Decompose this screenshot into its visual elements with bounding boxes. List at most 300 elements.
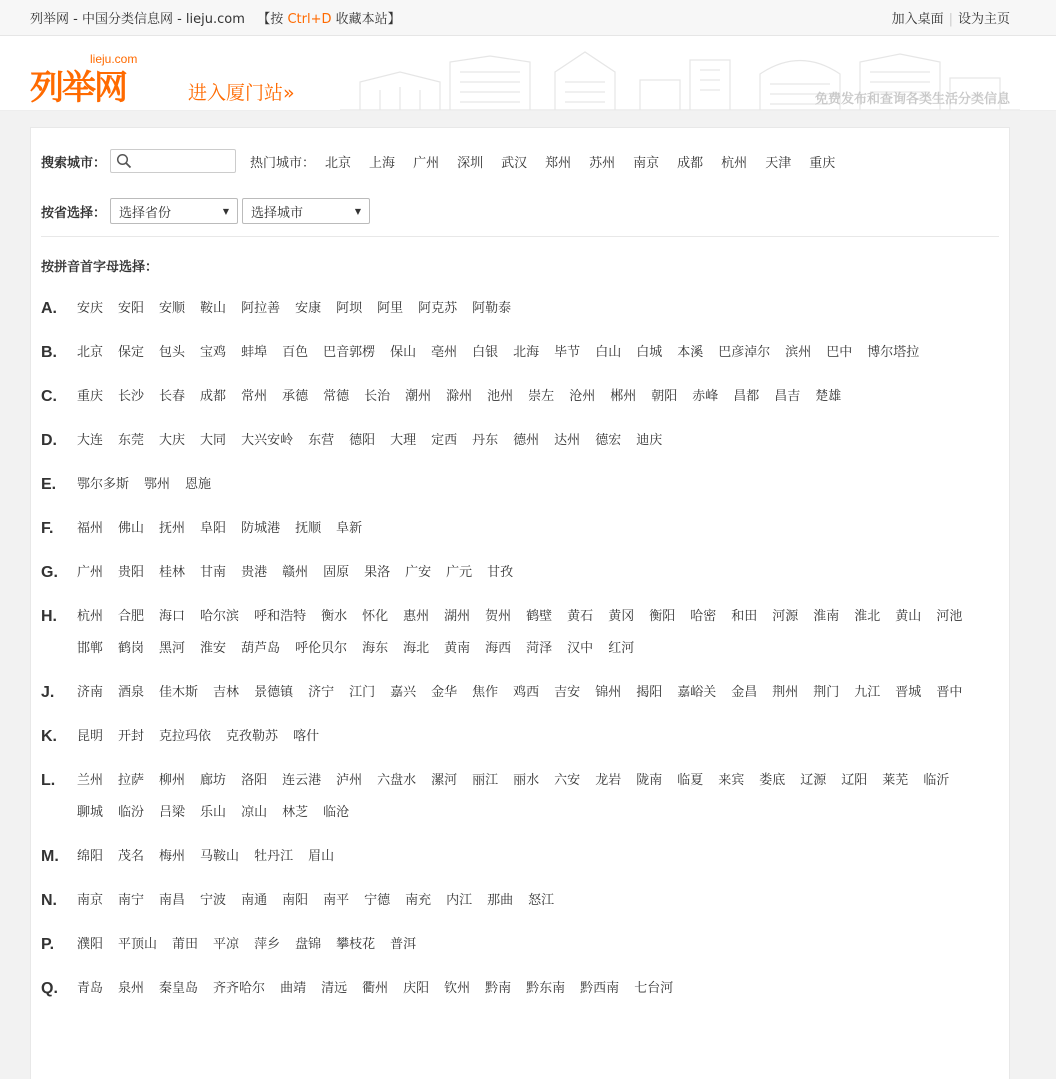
city-link[interactable]: 鄂尔多斯 — [77, 477, 130, 492]
city-link[interactable]: 克拉玛依 — [159, 729, 212, 744]
city-link[interactable]: 博尔塔拉 — [867, 345, 920, 360]
city-link[interactable]: 重庆 — [77, 389, 104, 404]
letter-label: L. — [41, 772, 56, 789]
city-link[interactable]: 宝鸡 — [200, 345, 227, 360]
city-link[interactable]: 广安 — [405, 565, 432, 580]
city-link[interactable]: 焦作 — [472, 685, 499, 700]
city-link[interactable]: 七台河 — [634, 981, 674, 996]
city-link[interactable]: 沧州 — [569, 389, 596, 404]
letter-row — [41, 469, 1001, 501]
city-link[interactable]: 吕梁 — [159, 805, 186, 820]
city-link[interactable]: 钦州 — [444, 981, 471, 996]
city-link[interactable]: 黄山 — [895, 609, 922, 624]
city-link[interactable]: 达州 — [554, 433, 581, 448]
hot-city-link[interactable]: 天津 — [765, 155, 792, 171]
province-row — [41, 198, 370, 224]
city-link[interactable]: 巴彦淖尔 — [718, 345, 771, 360]
letter-index — [41, 293, 1001, 1017]
city-link[interactable]: 呼和浩特 — [254, 609, 307, 624]
city-link[interactable]: 菏泽 — [526, 641, 553, 656]
search-box[interactable] — [110, 149, 236, 173]
city-link[interactable]: 那曲 — [487, 893, 514, 908]
site-text: 列举网 - 中国分类信息网 - lieju.com — [30, 12, 245, 27]
city-link[interactable]: 萍乡 — [254, 937, 281, 952]
letter-label: C. — [41, 388, 57, 405]
letter-row — [41, 513, 1001, 545]
city-link[interactable]: 亳州 — [431, 345, 458, 360]
letter-row — [41, 721, 1001, 753]
letter-label: K. — [41, 728, 57, 745]
hot-city-link[interactable]: 广州 — [413, 155, 440, 171]
city-select[interactable] — [242, 198, 370, 224]
search-input[interactable] — [135, 152, 235, 172]
hot-city-link[interactable]: 杭州 — [721, 155, 748, 171]
letter-row — [41, 841, 1001, 873]
city-link[interactable]: 衢州 — [362, 981, 389, 996]
city-link[interactable]: 呼伦贝尔 — [295, 641, 348, 656]
city-list — [77, 677, 1001, 709]
city-link[interactable]: 海西 — [485, 641, 512, 656]
city-link[interactable]: 连云港 — [282, 773, 322, 788]
city-link[interactable]: 揭阳 — [636, 685, 663, 700]
city-link[interactable]: 东营 — [308, 433, 335, 448]
city-link[interactable]: 南阳 — [282, 893, 309, 908]
city-link[interactable]: 黄南 — [444, 641, 471, 656]
city-link[interactable]: 大同 — [200, 433, 227, 448]
chevron-down-icon: ▼ — [222, 206, 230, 216]
city-list — [77, 841, 1001, 873]
city-link[interactable]: 洛阳 — [241, 773, 268, 788]
city-link[interactable]: 毕节 — [554, 345, 581, 360]
city-link[interactable]: 大庆 — [159, 433, 186, 448]
letter-row — [41, 885, 1001, 917]
hot-cities-label: 热门城市： — [250, 155, 316, 171]
city-link[interactable]: 兰州 — [77, 773, 104, 788]
city-link[interactable]: 柳州 — [159, 773, 186, 788]
city-link[interactable]: 安阳 — [118, 301, 145, 316]
city-link[interactable]: 牡丹江 — [254, 849, 294, 864]
city-link[interactable]: 哈尔滨 — [200, 609, 240, 624]
letter-label: E. — [41, 476, 57, 493]
hot-city-link[interactable]: 成都 — [677, 155, 704, 171]
city-link[interactable]: 鸡西 — [513, 685, 540, 700]
city-link[interactable]: 淮南 — [813, 609, 840, 624]
city-link[interactable]: 阿坝 — [336, 301, 363, 316]
city-link[interactable]: 安庆 — [77, 301, 104, 316]
city-link[interactable]: 郴州 — [610, 389, 637, 404]
city-link[interactable]: 抚州 — [159, 521, 186, 536]
letter-label: H. — [41, 608, 57, 625]
city-list — [77, 293, 1001, 325]
top-bar-right: 加入桌面 | 设为主页 — [891, 12, 1010, 27]
pinyin-title: 按拼音首字母选择： — [41, 260, 159, 275]
city-link[interactable]: 清远 — [321, 981, 348, 996]
city-link[interactable]: 蚌埠 — [241, 345, 268, 360]
city-link[interactable]: 崇左 — [528, 389, 555, 404]
city-link[interactable]: 巴中 — [826, 345, 853, 360]
city-link[interactable]: 怀化 — [362, 609, 389, 624]
hot-city-link[interactable]: 北京 — [325, 155, 352, 171]
city-link[interactable]: 丹东 — [472, 433, 499, 448]
city-link[interactable]: 哈密 — [690, 609, 717, 624]
city-link[interactable]: 河池 — [936, 609, 963, 624]
city-link[interactable]: 临沂 — [923, 773, 950, 788]
city-link[interactable]: 楚雄 — [815, 389, 842, 404]
city-link[interactable]: 莱芜 — [882, 773, 909, 788]
city-link[interactable]: 齐齐哈尔 — [213, 981, 266, 996]
city-link[interactable]: 淮北 — [854, 609, 881, 624]
city-link[interactable]: 普洱 — [390, 937, 417, 952]
letter-row — [41, 337, 1001, 369]
search-label: 搜索城市： — [41, 155, 107, 171]
set-home-link[interactable]: 设为主页 — [957, 12, 1010, 27]
letter-row — [41, 973, 1001, 1005]
city-link[interactable]: 白山 — [595, 345, 622, 360]
city-link[interactable]: 白城 — [636, 345, 663, 360]
hot-city-link[interactable]: 上海 — [369, 155, 396, 171]
city-link[interactable]: 甘孜 — [487, 565, 514, 580]
city-link[interactable]: 黔南 — [485, 981, 512, 996]
hot-city-link[interactable]: 重庆 — [809, 155, 836, 171]
city-link[interactable]: 百色 — [282, 345, 309, 360]
city-link[interactable]: 昌都 — [733, 389, 760, 404]
city-link[interactable]: 佛山 — [118, 521, 145, 536]
city-link[interactable]: 济南 — [77, 685, 104, 700]
city-select-value: 选择城市 — [251, 205, 304, 221]
city-link[interactable]: 金华 — [431, 685, 458, 700]
city-link[interactable]: 青岛 — [77, 981, 104, 996]
city-link[interactable]: 佳木斯 — [159, 685, 199, 700]
city-link[interactable]: 白银 — [472, 345, 499, 360]
city-link[interactable]: 恩施 — [185, 477, 212, 492]
city-link[interactable]: 阜新 — [336, 521, 363, 536]
city-link[interactable]: 锦州 — [595, 685, 622, 700]
city-link[interactable]: 金昌 — [731, 685, 758, 700]
city-link[interactable]: 保定 — [118, 345, 145, 360]
letter-row — [41, 293, 1001, 325]
city-link[interactable]: 红河 — [608, 641, 635, 656]
city-link[interactable]: 巴音郭楞 — [323, 345, 376, 360]
city-link[interactable]: 惠州 — [403, 609, 430, 624]
hot-city-link[interactable]: 郑州 — [545, 155, 572, 171]
city-link[interactable]: 合肥 — [118, 609, 145, 624]
city-link[interactable]: 南通 — [241, 893, 268, 908]
city-link[interactable]: 林芝 — [282, 805, 309, 820]
city-link[interactable]: 海东 — [362, 641, 389, 656]
city-link[interactable]: 衡阳 — [649, 609, 676, 624]
city-link[interactable]: 济宁 — [308, 685, 335, 700]
city-link[interactable]: 池州 — [487, 389, 514, 404]
city-link[interactable]: 眉山 — [308, 849, 335, 864]
city-link[interactable]: 娄底 — [759, 773, 786, 788]
city-link[interactable]: 贵阳 — [118, 565, 145, 580]
letter-row — [41, 677, 1001, 709]
city-link[interactable]: 吉安 — [554, 685, 581, 700]
city-link[interactable]: 桂林 — [159, 565, 186, 580]
bookmark-hint: 【按 Ctrl+D 收藏本站】 — [257, 12, 401, 27]
letter-row — [41, 557, 1001, 589]
city-link[interactable]: 福州 — [77, 521, 104, 536]
letter-label: J. — [41, 684, 55, 701]
city-link[interactable]: 大连 — [77, 433, 104, 448]
city-link[interactable]: 大理 — [390, 433, 417, 448]
hot-city-link[interactable]: 南京 — [633, 155, 660, 171]
city-link[interactable]: 盘锦 — [295, 937, 322, 952]
letter-row — [41, 601, 1001, 665]
city-link[interactable]: 景德镇 — [254, 685, 294, 700]
city-link[interactable]: 本溪 — [677, 345, 704, 360]
city-link[interactable]: 梅州 — [159, 849, 186, 864]
city-link[interactable]: 昌吉 — [774, 389, 801, 404]
city-link[interactable]: 海口 — [159, 609, 186, 624]
city-link[interactable]: 包头 — [159, 345, 186, 360]
city-link[interactable]: 朝阳 — [651, 389, 678, 404]
city-link[interactable]: 拉萨 — [118, 773, 145, 788]
city-list — [77, 381, 1001, 413]
city-list — [77, 929, 1001, 961]
add-desktop-link[interactable]: 加入桌面 — [891, 12, 944, 27]
city-link[interactable]: 长治 — [364, 389, 391, 404]
city-link[interactable]: 凉山 — [241, 805, 268, 820]
city-link[interactable]: 广元 — [446, 565, 473, 580]
city-link[interactable]: 汉中 — [567, 641, 594, 656]
city-link[interactable]: 长沙 — [118, 389, 145, 404]
city-link[interactable]: 九江 — [854, 685, 881, 700]
city-link[interactable]: 丽江 — [472, 773, 499, 788]
city-link[interactable]: 德宏 — [595, 433, 622, 448]
city-link[interactable]: 攀枝花 — [336, 937, 376, 952]
city-link[interactable]: 赣州 — [282, 565, 309, 580]
province-select-value: 选择省份 — [119, 205, 172, 221]
city-link[interactable]: 安康 — [295, 301, 322, 316]
letter-label: F. — [41, 520, 54, 537]
header — [0, 36, 1056, 111]
province-select[interactable] — [110, 198, 238, 224]
hot-city-link[interactable]: 深圳 — [457, 155, 484, 171]
letter-label: N. — [41, 892, 57, 909]
letter-row — [41, 765, 1001, 829]
city-list — [77, 601, 1001, 665]
city-link[interactable]: 荆门 — [813, 685, 840, 700]
hot-city-link[interactable]: 武汉 — [501, 155, 528, 171]
city-link[interactable]: 马鞍山 — [200, 849, 240, 864]
letter-label: D. — [41, 432, 57, 449]
city-link[interactable]: 荆州 — [772, 685, 799, 700]
city-link[interactable]: 临夏 — [677, 773, 704, 788]
city-link[interactable]: 河源 — [772, 609, 799, 624]
city-link[interactable]: 长春 — [159, 389, 186, 404]
city-link[interactable]: 平凉 — [213, 937, 240, 952]
city-link[interactable]: 鹤壁 — [526, 609, 553, 624]
city-link[interactable]: 黑河 — [159, 641, 186, 656]
letter-row — [41, 425, 1001, 457]
city-link[interactable]: 平顶山 — [118, 937, 158, 952]
city-link[interactable]: 嘉峪关 — [677, 685, 717, 700]
enter-station-link[interactable]: 进入厦门站» — [188, 82, 295, 104]
city-list — [77, 973, 1001, 1005]
letter-label: Q. — [41, 980, 58, 997]
city-link[interactable]: 晋中 — [936, 685, 963, 700]
search-icon — [116, 153, 132, 169]
city-link[interactable]: 黔西南 — [580, 981, 620, 996]
city-list — [77, 337, 1001, 369]
city-link[interactable]: 黔东南 — [526, 981, 566, 996]
city-link[interactable]: 衡水 — [321, 609, 348, 624]
letter-label: G. — [41, 564, 58, 581]
city-link[interactable]: 杭州 — [77, 609, 104, 624]
city-selector-panel — [30, 127, 1010, 1079]
city-link[interactable]: 辽源 — [800, 773, 827, 788]
city-link[interactable]: 六安 — [554, 773, 581, 788]
city-link[interactable]: 德阳 — [349, 433, 376, 448]
city-link[interactable]: 阿克苏 — [418, 301, 458, 316]
city-link[interactable]: 常德 — [323, 389, 350, 404]
city-link[interactable]: 喀什 — [293, 729, 320, 744]
city-link[interactable]: 濮阳 — [77, 937, 104, 952]
top-bar-left — [30, 8, 401, 27]
city-link[interactable]: 贵港 — [241, 565, 268, 580]
city-link[interactable]: 开封 — [118, 729, 145, 744]
city-link[interactable]: 定西 — [431, 433, 458, 448]
city-link[interactable]: 东莞 — [118, 433, 145, 448]
city-link[interactable]: 黄冈 — [608, 609, 635, 624]
site-logo[interactable] — [30, 50, 150, 108]
city-link[interactable]: 鄂州 — [144, 477, 171, 492]
city-link[interactable]: 北京 — [77, 345, 104, 360]
top-bar — [0, 0, 1056, 36]
city-link[interactable]: 贺州 — [485, 609, 512, 624]
city-link[interactable]: 阿勒泰 — [472, 301, 512, 316]
bookmark-key: Ctrl+D — [287, 12, 332, 27]
city-link[interactable]: 泸州 — [336, 773, 363, 788]
city-link[interactable]: 大兴安岭 — [241, 433, 294, 448]
city-link[interactable]: 潮州 — [405, 389, 432, 404]
city-link[interactable]: 保山 — [390, 345, 417, 360]
city-link[interactable]: 赤峰 — [692, 389, 719, 404]
city-link[interactable]: 廊坊 — [200, 773, 227, 788]
city-link[interactable]: 南平 — [323, 893, 350, 908]
city-link[interactable]: 丽水 — [513, 773, 540, 788]
city-link[interactable]: 绵阳 — [77, 849, 104, 864]
city-link[interactable]: 鹤岗 — [118, 641, 145, 656]
city-link[interactable]: 阜阳 — [200, 521, 227, 536]
city-link[interactable]: 成都 — [200, 389, 227, 404]
city-link[interactable]: 临汾 — [118, 805, 145, 820]
city-link[interactable]: 邯郸 — [77, 641, 104, 656]
city-link[interactable]: 黄石 — [567, 609, 594, 624]
city-link[interactable]: 南充 — [405, 893, 432, 908]
city-link[interactable]: 漯河 — [431, 773, 458, 788]
city-link[interactable]: 曲靖 — [280, 981, 307, 996]
city-link[interactable]: 宁德 — [364, 893, 391, 908]
city-list — [77, 557, 1001, 589]
city-link[interactable]: 防城港 — [241, 521, 281, 536]
logo-domain: lieju.com — [90, 52, 138, 66]
city-link[interactable]: 阿拉善 — [241, 301, 281, 316]
city-link[interactable]: 南昌 — [159, 893, 186, 908]
city-link[interactable]: 果洛 — [364, 565, 391, 580]
slogan: 免费发布和查询各类生活分类信息 — [814, 92, 1010, 107]
city-link[interactable]: 德州 — [513, 433, 540, 448]
city-link[interactable]: 滨州 — [785, 345, 812, 360]
city-link[interactable]: 南京 — [77, 893, 104, 908]
city-link[interactable]: 甘南 — [200, 565, 227, 580]
city-list — [77, 513, 1001, 545]
city-list — [77, 885, 1001, 917]
city-link[interactable]: 龙岩 — [595, 773, 622, 788]
city-link[interactable]: 酒泉 — [118, 685, 145, 700]
city-link[interactable]: 固原 — [323, 565, 350, 580]
city-link[interactable]: 怒江 — [528, 893, 555, 908]
letter-label: A. — [41, 300, 57, 317]
letter-row — [41, 929, 1001, 961]
city-link[interactable]: 陇南 — [636, 773, 663, 788]
city-link[interactable]: 乐山 — [200, 805, 227, 820]
city-list — [77, 425, 1001, 457]
city-link[interactable]: 和田 — [731, 609, 758, 624]
city-link[interactable]: 湖州 — [444, 609, 471, 624]
city-link[interactable]: 阿里 — [377, 301, 404, 316]
city-link[interactable]: 临沧 — [323, 805, 350, 820]
city-link[interactable]: 昆明 — [77, 729, 104, 744]
city-list — [77, 765, 1001, 829]
city-link[interactable]: 淮安 — [200, 641, 227, 656]
divider — [41, 236, 999, 237]
city-link[interactable]: 滁州 — [446, 389, 473, 404]
city-link[interactable]: 克孜勒苏 — [226, 729, 279, 744]
city-link[interactable]: 常州 — [241, 389, 268, 404]
province-label: 按省选择： — [41, 205, 107, 221]
city-link[interactable]: 内江 — [446, 893, 473, 908]
city-link[interactable]: 江门 — [349, 685, 376, 700]
city-list — [77, 721, 1001, 753]
letter-label: P. — [41, 936, 55, 953]
city-link[interactable]: 秦皇岛 — [159, 981, 199, 996]
city-link[interactable]: 六盘水 — [377, 773, 417, 788]
city-link[interactable]: 吉林 — [213, 685, 240, 700]
city-link[interactable]: 茂名 — [118, 849, 145, 864]
city-list — [77, 469, 1001, 501]
chevron-down-icon: ▼ — [354, 206, 362, 216]
logo-text: 列举网 — [30, 68, 126, 108]
city-link[interactable]: 嘉兴 — [390, 685, 417, 700]
city-link[interactable]: 葫芦岛 — [241, 641, 281, 656]
city-link[interactable]: 聊城 — [77, 805, 104, 820]
city-link[interactable]: 鞍山 — [200, 301, 227, 316]
search-row — [41, 148, 1001, 174]
city-link[interactable]: 莆田 — [172, 937, 199, 952]
city-link[interactable]: 辽阳 — [841, 773, 868, 788]
letter-row — [41, 381, 1001, 413]
city-link[interactable]: 泉州 — [118, 981, 145, 996]
city-link[interactable]: 抚顺 — [295, 521, 322, 536]
city-link[interactable]: 迪庆 — [636, 433, 663, 448]
city-link[interactable]: 广州 — [77, 565, 104, 580]
hot-city-link[interactable]: 苏州 — [589, 155, 616, 171]
city-link[interactable]: 来宾 — [718, 773, 745, 788]
city-link[interactable]: 南宁 — [118, 893, 145, 908]
hot-cities-list — [315, 152, 835, 171]
city-link[interactable]: 宁波 — [200, 893, 227, 908]
city-link[interactable]: 庆阳 — [403, 981, 430, 996]
city-link[interactable]: 安顺 — [159, 301, 186, 316]
city-link[interactable]: 北海 — [513, 345, 540, 360]
letter-label: B. — [41, 344, 57, 361]
city-link[interactable]: 承德 — [282, 389, 309, 404]
letter-label: M. — [41, 848, 59, 865]
city-link[interactable]: 晋城 — [895, 685, 922, 700]
city-link[interactable]: 海北 — [403, 641, 430, 656]
